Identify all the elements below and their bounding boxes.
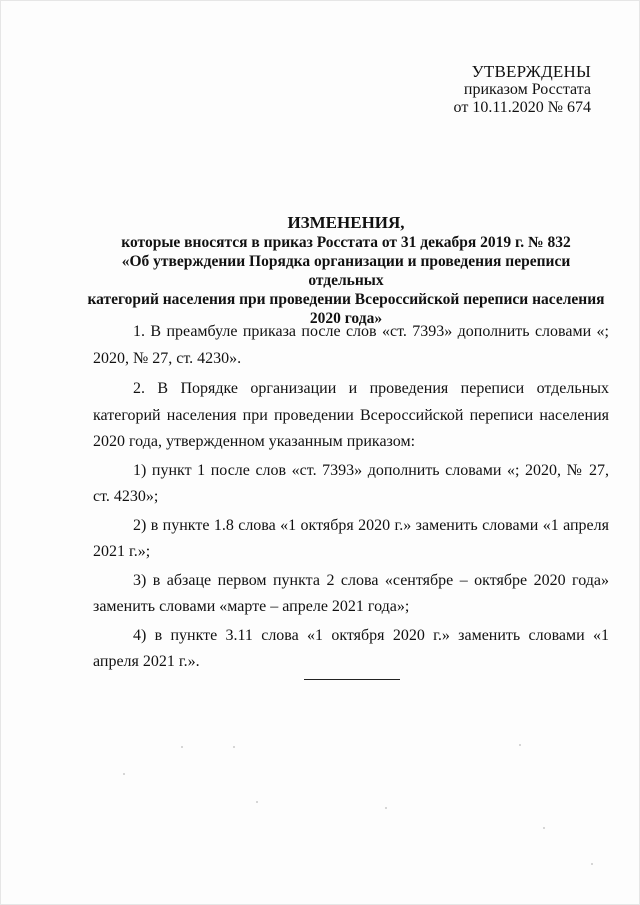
document-title [85,213,607,328]
scan-speck [256,801,258,803]
scan-speck [543,827,545,829]
scan-speck [181,746,183,748]
approval-title: УТВЕРЖДЕНЫ [471,62,591,81]
scan-speck [591,863,593,865]
approval-order: приказом Росстата [463,81,591,98]
document-body [93,319,609,676]
approval-stamp [454,63,591,117]
scan-speck [385,807,387,809]
title-line-4: 2020 года» [309,310,383,327]
paragraph-1: 1. В преамбуле приказа после слов «ст. 7393» дополнить словами «; 2020, № 27, ст. 4230». [93,323,609,367]
title-line-2: «Об утверждении Порядка организации и проведения переписи отдельных [121,253,571,289]
scan-speck [233,746,235,748]
paragraph-6: 4) в пункте 3.11 слова «1 октября 2020 г.» заменить словами «1 апреля 2021 г.». [93,626,609,670]
title-line-1: которые вносятся в приказ Росстата от 31 декабря 2019 г. № 832 [121,234,571,251]
paragraph-2: 2. В Порядке организации и проведения переписи отдельных категорий населения при проведении Всероссийской переписи населения 2020 года, утвержденном указанным приказом: [93,380,609,450]
scan-speck [519,744,521,746]
scan-speck [123,773,125,775]
paragraph-5: 3) в абзаце первом пункта 2 слова «сентябре – октябре 2020 года» заменить словами «марте – апреле 2021 года»; [93,571,609,615]
paragraph-3: 1) пункт 1 после слов «ст. 7393» дополнить словами «; 2020, № 27, ст. 4230»; [93,461,609,505]
approval-date: от 10.11.2020 № 674 [453,99,591,116]
title-heading: ИЗМЕНЕНИЯ, [287,213,405,232]
end-divider [304,679,400,680]
title-line-3: категорий населения при проведении Всероссийской переписи населения [87,291,605,308]
paragraph-4: 2) в пункте 1.8 слова «1 октября 2020 г.» заменить словами «1 апреля 2021 г.»; [93,516,609,560]
